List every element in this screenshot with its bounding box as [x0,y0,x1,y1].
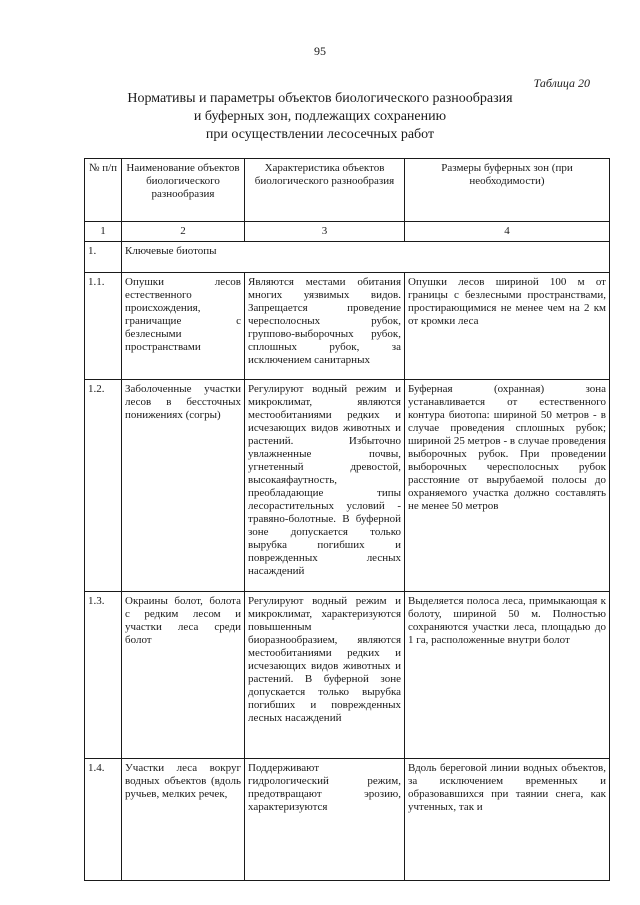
row-number: 1.1. [85,273,122,380]
document-title [0,90,640,144]
header-buffer: Размеры буферных зон (при необходимости) [405,159,610,222]
column-number-row [85,222,610,242]
table-label: Таблица 20 [533,76,590,90]
row-buffer: Вдоль береговой линии водных объектов, за исключением временных и образовавшихся при таянии снега, как учтенных, так и [405,759,610,881]
table-header-row [85,159,610,222]
row-characteristic: Регулируют водный режим и микроклимат, являются местообитаниями редких и исчезающих видов животных и растений. Избыточно увлажненные почвы, угнетенный древостой, высокаяфаутность, преобладающие типы лесорастительных условий - травяно-болотные. В буферной зоне допускается только вырубка погибших и поврежденных лесных насаждений [245,380,405,592]
table-row [85,380,610,592]
section-row [85,242,610,273]
header-number: № п/п [85,159,122,222]
table-row [85,592,610,759]
row-number: 1.4. [85,759,122,881]
header-name: Наименование объектов биологического разнообразия [122,159,245,222]
column-number: 2 [122,222,245,242]
header-characteristic: Характеристика объектов биологического разнообразия [245,159,405,222]
section-title: Ключевые биотопы [122,242,610,273]
row-number: 1.3. [85,592,122,759]
row-name: Опушки лесов естественного происхождения, граничащие с безлесными пространствами [122,273,245,380]
row-characteristic: Регулируют водный режим и микроклимат, характеризуются повышенным биоразнообразием, являются местообитаниями редких и исчезающих видов животных и растений. В буферной зоне допускается только вырубка погибших и поврежденных лесных насаждений [245,592,405,759]
biodiversity-table [84,158,610,881]
row-buffer: Буферная (охранная) зона устанавливается от естественного контура биотопа: шириной 50 метров - в случае проведения сплошных рубок; шириной 25 метров - в случае проведения выборочных рубок. При проведении выборочных чересполосных рубок расстояние от вырубаемой полосы до охраняемого участка должно составлять не менее 50 метров [405,380,610,592]
row-name: Окраины болот, болота с редким лесом и участки леса среди болот [122,592,245,759]
page-number: 95 [314,44,326,58]
title-line: при осуществлении лесосечных работ [205,127,435,142]
row-buffer: Выделяется полоса леса, примыкающая к болоту, шириной 50 м. Полностью сохраняются участки леса, площадью до 1 га, расположенные внутри болот [405,592,610,759]
table-row [85,273,610,380]
title-line: и буферных зон, подлежащих сохранению [193,109,447,124]
title-line: Нормативы и параметры объектов биологического разнообразия [127,91,513,106]
column-number: 4 [405,222,610,242]
section-number: 1. [85,242,122,273]
row-characteristic: Являются местами обитания многих уязвимых видов. Запрещается проведение чересполосных рубок, группово-выборочных рубок, сплошных рубок, за исключением санитарных [245,273,405,380]
row-characteristic: Поддерживают гидрологический режим, предотвращают эрозию, характеризуются [245,759,405,881]
row-buffer: Опушки лесов шириной 100 м от границы с безлесными пространствами, простирающимися не менее чем на 2 км от кромки леса [405,273,610,380]
table-row [85,759,610,881]
column-number: 3 [245,222,405,242]
row-number: 1.2. [85,380,122,592]
row-name: Заболоченные участки лесов в бессточных понижениях (согры) [122,380,245,592]
column-number: 1 [85,222,122,242]
row-name: Участки леса вокруг водных объектов (вдоль ручьев, мелких речек, [122,759,245,881]
